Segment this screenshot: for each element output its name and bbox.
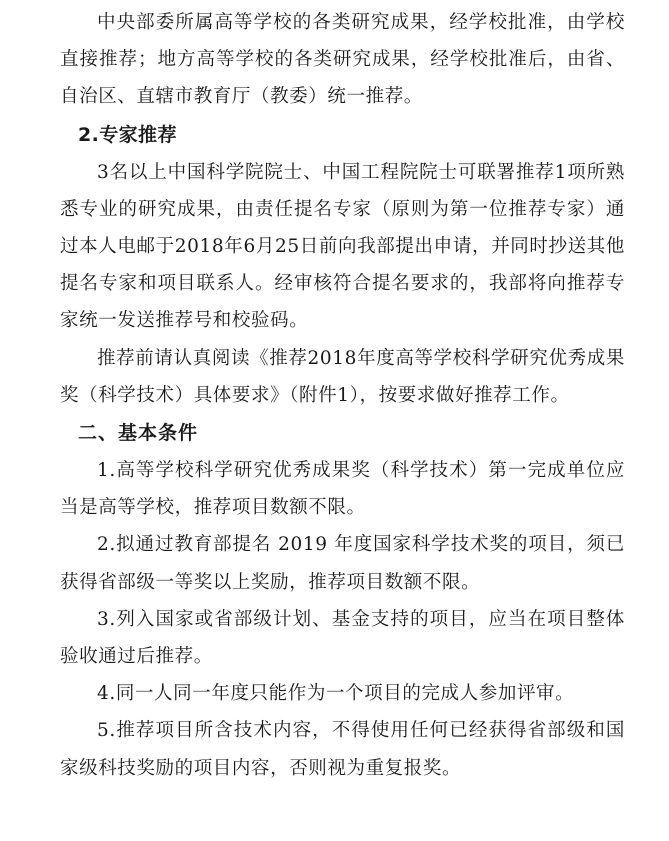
paragraph-read-requirements: 推荐前请认真阅读《推荐2018年度高等学校科学研究优秀成果奖（科学技术）具体要求》（附件1），按要求做好推荐工作。	[60, 347, 625, 406]
condition-item-2: 2.拟通过教育部提名 2019 年度国家科学技术奖的项目，须已获得省部级一等奖以上奖励，推荐项目数额不限。	[60, 534, 625, 593]
condition-item-1: 1.高等学校科学研究优秀成果奖（科学技术）第一完成单位应当是高等学校，推荐项目数额不限。	[60, 460, 625, 519]
condition-item-3: 3.列入国家或省部级计划、基金支持的项目，应当在项目整体验收通过后推荐。	[60, 608, 625, 668]
condition-item-4: 4.同一人同一年度只能作为一个项目的完成人参加评审。	[97, 683, 575, 705]
paragraph-recommendation-route: 中央部委所属高等学校的各类研究成果，经学校批准，由学校直接推荐；地方高等学校的各类研究成果，经学校批准后，由省、自治区、直辖市教育厅（教委）统一推荐。	[60, 12, 625, 108]
subheading-expert-recommendation: 2.专家推荐	[78, 123, 177, 146]
section-heading-basic-conditions: 二、基本条件	[78, 422, 199, 445]
condition-item-5: 5.推荐项目所含技术内容，不得使用任何已经获得省部级和国家级科技奖励的项目内容，否则视为重复报奖。	[60, 720, 625, 779]
paragraph-expert-recommendation: 3名以上中国科学院院士、中国工程院院士可联署推荐1项所熟悉专业的研究成果，由责任提名专家（原则为第一位推荐专家）通过本人电邮于2018年6月25日前向我部提出申请，并同时抄送其他提名专家和项目联系人。经审核符合提名要求的，我部将向推荐专家统一发送推荐号和校验码。	[60, 161, 625, 332]
